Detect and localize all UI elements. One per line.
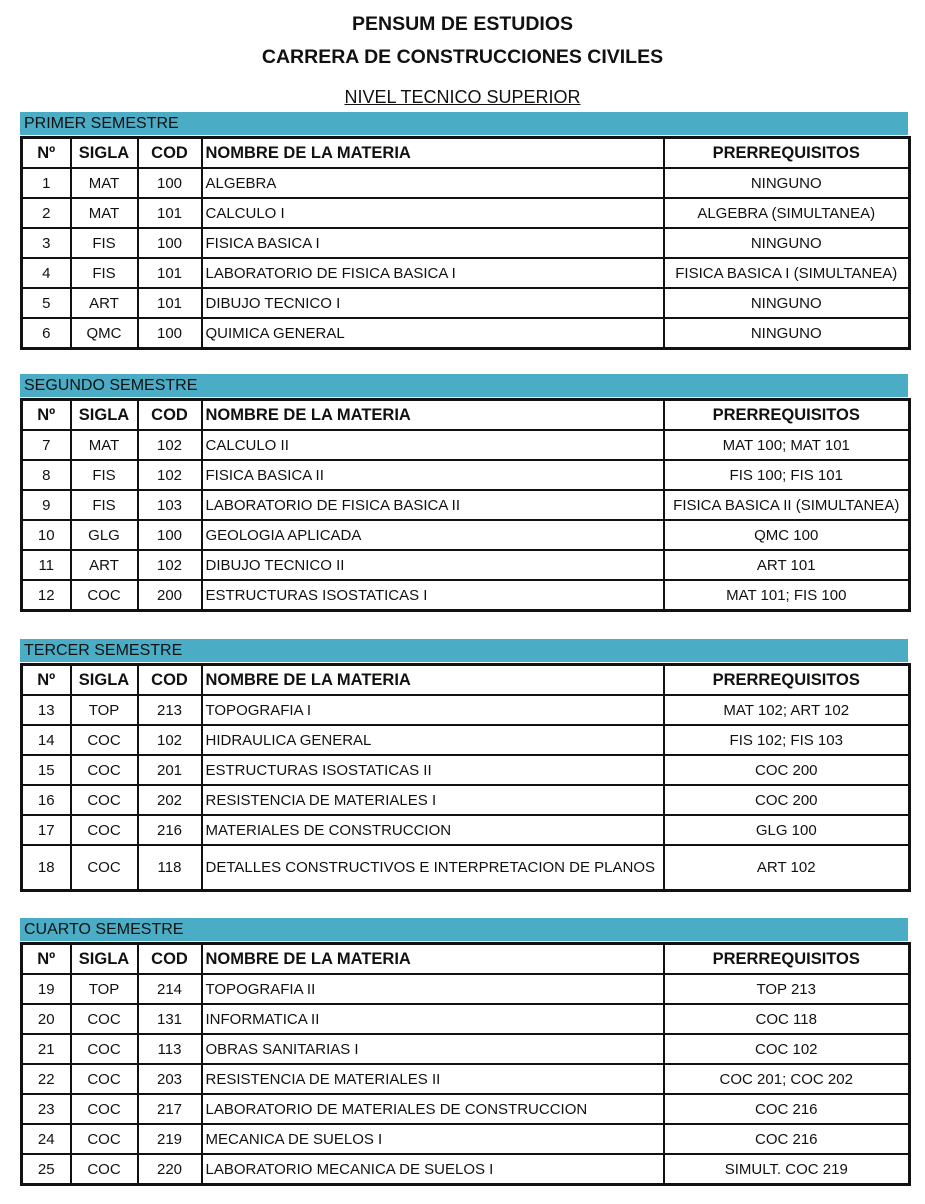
prereq-cell: SIMULT. COC 219	[664, 1154, 910, 1185]
table-header-row	[22, 138, 910, 169]
num-column-header: Nº	[22, 665, 71, 696]
semester-header: TERCER SEMESTRE	[20, 639, 908, 662]
sigla-column-header: SIGLA	[71, 944, 138, 975]
prereq-column-header: PRERREQUISITOS	[664, 944, 910, 975]
table-row	[22, 1064, 910, 1094]
prereq-cell: COC 200	[664, 785, 910, 815]
table-row	[22, 755, 910, 785]
nombre-cell: INFORMATICA II	[202, 1004, 664, 1034]
prereq-cell: COC 118	[664, 1004, 910, 1034]
nombre-cell: RESISTENCIA DE MATERIALES II	[202, 1064, 664, 1094]
level-heading	[0, 87, 925, 108]
table-row	[22, 258, 910, 288]
cod-column-header: COD	[138, 138, 202, 169]
nombre-cell: TOPOGRAFIA II	[202, 974, 664, 1004]
sigla-cell: MAT	[71, 198, 138, 228]
cod-cell: 220	[138, 1154, 202, 1185]
num-cell: 1	[22, 168, 71, 198]
num-cell: 17	[22, 815, 71, 845]
cod-cell: 102	[138, 550, 202, 580]
nombre-cell: MATERIALES DE CONSTRUCCION	[202, 815, 664, 845]
num-cell: 8	[22, 460, 71, 490]
num-cell: 6	[22, 318, 71, 349]
table-header-row	[22, 400, 910, 431]
num-cell: 25	[22, 1154, 71, 1185]
sigla-cell: COC	[71, 785, 138, 815]
sigla-cell: ART	[71, 288, 138, 318]
prereq-cell: MAT 100; MAT 101	[664, 430, 910, 460]
sigla-cell: FIS	[71, 258, 138, 288]
name-column-header: NOMBRE DE LA MATERIA	[202, 138, 664, 169]
table-row	[22, 580, 910, 611]
cod-column-header: COD	[138, 665, 202, 696]
table-row	[22, 198, 910, 228]
prereq-column-header: PRERREQUISITOS	[664, 665, 910, 696]
sigla-column-header: SIGLA	[71, 138, 138, 169]
sigla-cell: COC	[71, 815, 138, 845]
num-cell: 5	[22, 288, 71, 318]
num-cell: 12	[22, 580, 71, 611]
table-row	[22, 1124, 910, 1154]
sigla-cell: MAT	[71, 430, 138, 460]
num-column-header: Nº	[22, 400, 71, 431]
num-cell: 7	[22, 430, 71, 460]
prereq-cell: COC 102	[664, 1034, 910, 1064]
table-row	[22, 490, 910, 520]
cod-cell: 102	[138, 725, 202, 755]
prereq-cell: FIS 102; FIS 103	[664, 725, 910, 755]
cod-cell: 201	[138, 755, 202, 785]
prereq-cell: ALGEBRA (SIMULTANEA)	[664, 198, 910, 228]
nombre-cell: LABORATORIO DE FISICA BASICA II	[202, 490, 664, 520]
num-cell: 11	[22, 550, 71, 580]
cod-cell: 216	[138, 815, 202, 845]
prereq-cell: NINGUNO	[664, 318, 910, 349]
prereq-cell: NINGUNO	[664, 228, 910, 258]
cod-cell: 118	[138, 845, 202, 891]
prereq-cell: TOP 213	[664, 974, 910, 1004]
num-cell: 20	[22, 1004, 71, 1034]
num-cell: 23	[22, 1094, 71, 1124]
table-row	[22, 695, 910, 725]
document-title: PENSUM DE ESTUDIOS	[351, 13, 574, 35]
table-row	[22, 974, 910, 1004]
semester-table	[20, 942, 911, 1186]
table-header-row	[22, 665, 910, 696]
nombre-cell: CALCULO II	[202, 430, 664, 460]
cod-cell: 214	[138, 974, 202, 1004]
name-column-header: NOMBRE DE LA MATERIA	[202, 400, 664, 431]
sigla-cell: TOP	[71, 974, 138, 1004]
prereq-cell: COC 216	[664, 1124, 910, 1154]
semester-table	[20, 136, 911, 350]
cod-cell: 100	[138, 168, 202, 198]
cod-cell: 202	[138, 785, 202, 815]
nombre-cell: ESTRUCTURAS ISOSTATICAS I	[202, 580, 664, 611]
sigla-cell: TOP	[71, 695, 138, 725]
nombre-cell: LABORATORIO MECANICA DE SUELOS I	[202, 1154, 664, 1185]
nombre-cell: TOPOGRAFIA I	[202, 695, 664, 725]
prereq-cell: COC 216	[664, 1094, 910, 1124]
num-cell: 14	[22, 725, 71, 755]
prereq-cell: COC 201; COC 202	[664, 1064, 910, 1094]
num-column-header: Nº	[22, 944, 71, 975]
cod-cell: 101	[138, 258, 202, 288]
name-column-header: NOMBRE DE LA MATERIA	[202, 944, 664, 975]
sigla-cell: COC	[71, 1094, 138, 1124]
sigla-cell: QMC	[71, 318, 138, 349]
cod-cell: 200	[138, 580, 202, 611]
nombre-cell: ALGEBRA	[202, 168, 664, 198]
nombre-cell: OBRAS SANITARIAS I	[202, 1034, 664, 1064]
num-cell: 4	[22, 258, 71, 288]
prereq-cell: NINGUNO	[664, 288, 910, 318]
table-row	[22, 785, 910, 815]
sigla-cell: FIS	[71, 460, 138, 490]
prereq-cell: ART 101	[664, 550, 910, 580]
table-row	[22, 845, 910, 891]
cod-cell: 100	[138, 318, 202, 349]
num-cell: 16	[22, 785, 71, 815]
cod-cell: 219	[138, 1124, 202, 1154]
nombre-cell: HIDRAULICA GENERAL	[202, 725, 664, 755]
sigla-cell: ART	[71, 550, 138, 580]
sigla-cell: COC	[71, 580, 138, 611]
nombre-cell: DETALLES CONSTRUCTIVOS E INTERPRETACION DE PLANOS	[202, 845, 664, 891]
table-row	[22, 318, 910, 349]
sigla-cell: COC	[71, 1154, 138, 1185]
sigla-cell: FIS	[71, 228, 138, 258]
num-cell: 18	[22, 845, 71, 891]
cod-cell: 102	[138, 460, 202, 490]
table-row	[22, 725, 910, 755]
prereq-cell: COC 200	[664, 755, 910, 785]
num-cell: 2	[22, 198, 71, 228]
num-cell: 10	[22, 520, 71, 550]
cod-cell: 102	[138, 430, 202, 460]
table-row	[22, 288, 910, 318]
semester-header: PRIMER SEMESTRE	[20, 112, 908, 135]
cod-cell: 100	[138, 228, 202, 258]
nombre-cell: FISICA BASICA II	[202, 460, 664, 490]
sigla-cell: COC	[71, 725, 138, 755]
nombre-cell: ESTRUCTURAS ISOSTATICAS II	[202, 755, 664, 785]
prereq-cell: GLG 100	[664, 815, 910, 845]
table-row	[22, 228, 910, 258]
nombre-cell: LABORATORIO DE FISICA BASICA I	[202, 258, 664, 288]
nombre-cell: LABORATORIO DE MATERIALES DE CONSTRUCCION	[202, 1094, 664, 1124]
prereq-cell: MAT 101; FIS 100	[664, 580, 910, 611]
semester-header: SEGUNDO SEMESTRE	[20, 374, 908, 397]
nombre-cell: DIBUJO TECNICO I	[202, 288, 664, 318]
sigla-cell: GLG	[71, 520, 138, 550]
nombre-cell: MECANICA DE SUELOS I	[202, 1124, 664, 1154]
semester-header: CUARTO SEMESTRE	[20, 918, 908, 941]
table-row	[22, 1154, 910, 1185]
prereq-cell: FIS 100; FIS 101	[664, 460, 910, 490]
table-row	[22, 1094, 910, 1124]
num-cell: 13	[22, 695, 71, 725]
semester-table	[20, 663, 911, 892]
sigla-cell: COC	[71, 755, 138, 785]
prereq-cell: MAT 102; ART 102	[664, 695, 910, 725]
prereq-column-header: PRERREQUISITOS	[664, 400, 910, 431]
cod-cell: 217	[138, 1094, 202, 1124]
cod-cell: 101	[138, 288, 202, 318]
name-column-header: NOMBRE DE LA MATERIA	[202, 665, 664, 696]
table-header-row	[22, 944, 910, 975]
num-cell: 22	[22, 1064, 71, 1094]
table-row	[22, 1034, 910, 1064]
cod-cell: 101	[138, 198, 202, 228]
cod-cell: 213	[138, 695, 202, 725]
nombre-cell: RESISTENCIA DE MATERIALES I	[202, 785, 664, 815]
nombre-cell: CALCULO I	[202, 198, 664, 228]
prereq-cell: FISICA BASICA II (SIMULTANEA)	[664, 490, 910, 520]
sigla-cell: COC	[71, 1124, 138, 1154]
sigla-cell: COC	[71, 1064, 138, 1094]
sigla-cell: FIS	[71, 490, 138, 520]
cod-column-header: COD	[138, 944, 202, 975]
num-cell: 9	[22, 490, 71, 520]
nombre-cell: DIBUJO TECNICO II	[202, 550, 664, 580]
table-row	[22, 550, 910, 580]
nombre-cell: FISICA BASICA I	[202, 228, 664, 258]
num-cell: 3	[22, 228, 71, 258]
cod-cell: 203	[138, 1064, 202, 1094]
table-row	[22, 168, 910, 198]
table-row	[22, 460, 910, 490]
cod-cell: 103	[138, 490, 202, 520]
cod-cell: 131	[138, 1004, 202, 1034]
table-row	[22, 520, 910, 550]
sigla-column-header: SIGLA	[71, 400, 138, 431]
nombre-cell: GEOLOGIA APLICADA	[202, 520, 664, 550]
nombre-cell: QUIMICA GENERAL	[202, 318, 664, 349]
sigla-column-header: SIGLA	[71, 665, 138, 696]
sigla-cell: COC	[71, 1004, 138, 1034]
prereq-cell: QMC 100	[664, 520, 910, 550]
prereq-cell: FISICA BASICA I (SIMULTANEA)	[664, 258, 910, 288]
num-cell: 24	[22, 1124, 71, 1154]
num-cell: 21	[22, 1034, 71, 1064]
num-cell: 19	[22, 974, 71, 1004]
prereq-cell: NINGUNO	[664, 168, 910, 198]
semester-table	[20, 398, 911, 612]
num-column-header: Nº	[22, 138, 71, 169]
sigla-cell: COC	[71, 1034, 138, 1064]
document-subtitle: CARRERA DE CONSTRUCCIONES CIVILES	[261, 46, 664, 68]
table-row	[22, 430, 910, 460]
cod-cell: 100	[138, 520, 202, 550]
prereq-column-header: PRERREQUISITOS	[664, 138, 910, 169]
cod-column-header: COD	[138, 400, 202, 431]
sigla-cell: MAT	[71, 168, 138, 198]
cod-cell: 113	[138, 1034, 202, 1064]
prereq-cell: ART 102	[664, 845, 910, 891]
num-cell: 15	[22, 755, 71, 785]
table-row	[22, 815, 910, 845]
level-heading-text: NIVEL TECNICO SUPERIOR	[344, 87, 581, 107]
sigla-cell: COC	[71, 845, 138, 891]
table-row	[22, 1004, 910, 1034]
